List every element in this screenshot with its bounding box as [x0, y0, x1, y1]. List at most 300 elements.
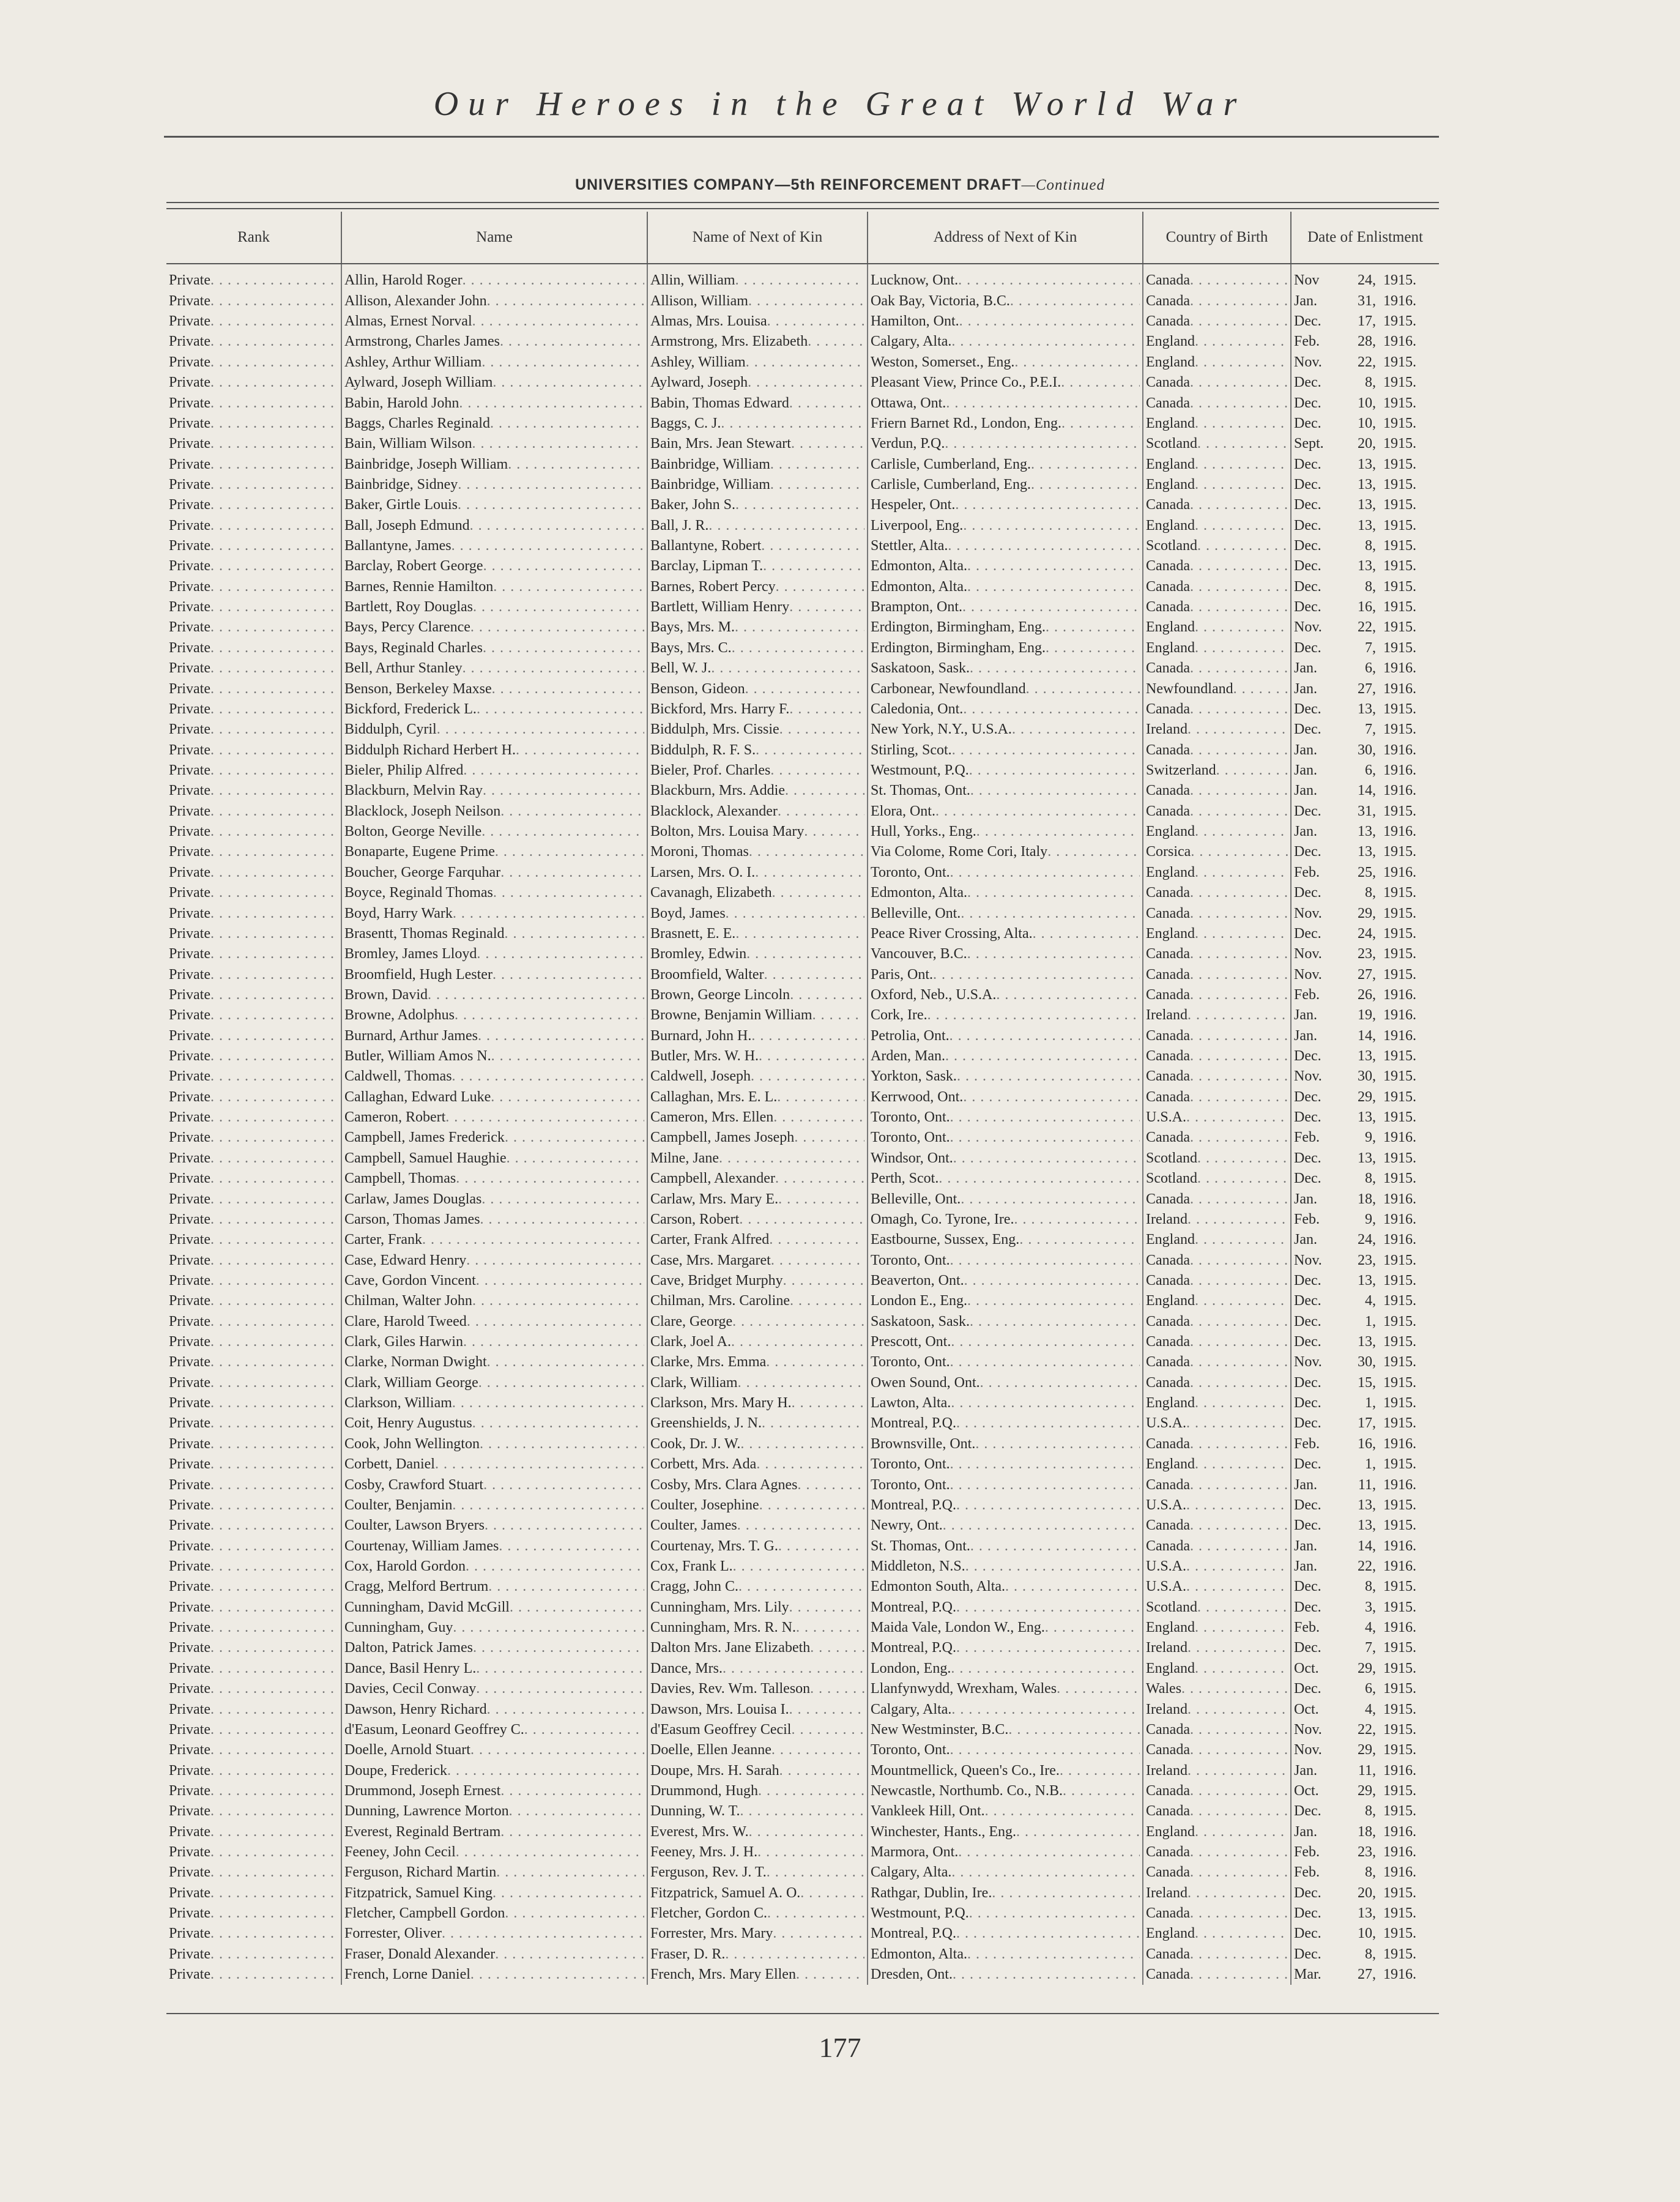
rank-text: Private [169, 517, 210, 534]
rank-text: Private [169, 925, 210, 942]
dot-leader [800, 1883, 864, 1903]
enlistment-date-cell [1291, 1638, 1439, 1658]
address-text: Llanfynwydd, Wrexham, Wales [871, 1681, 1057, 1697]
rank-text: Private [169, 1517, 210, 1534]
address-cell [868, 1372, 1143, 1393]
dot-leader [210, 352, 338, 373]
dot-leader [505, 1128, 644, 1148]
enlistment-date-cell [1291, 1169, 1439, 1189]
address-cell [868, 1638, 1143, 1658]
next-of-kin-text: Chilman, Mrs. Caroline [650, 1293, 790, 1309]
enlistment-date-cell [1291, 1352, 1439, 1372]
rank-text: Private [169, 1334, 210, 1350]
dot-leader [210, 781, 338, 801]
table-row [166, 264, 1439, 291]
name-cell [341, 1536, 647, 1556]
country-text: Scotland [1146, 538, 1197, 554]
enlistment-year: 1915. [1383, 456, 1416, 472]
name-cell [341, 1046, 647, 1066]
dot-leader [810, 1638, 864, 1658]
rank-cell [166, 679, 341, 699]
dot-leader [759, 1046, 864, 1066]
rank-text: Private [169, 1170, 210, 1187]
table-row [166, 1495, 1439, 1516]
rank-text: Private [169, 395, 210, 411]
name-cell [341, 1557, 647, 1577]
dot-leader [210, 1638, 338, 1658]
rank-text: Private [169, 1435, 210, 1452]
name-cell [341, 556, 647, 576]
rank-text: Private [169, 1395, 210, 1412]
dot-leader [1012, 720, 1140, 740]
next-of-kin-cell [647, 1352, 868, 1372]
dot-leader [210, 985, 338, 1005]
address-text: Arden, Man. [871, 1048, 945, 1065]
name-text: Clare, Harold Tweed [344, 1313, 467, 1330]
enlistment-date-cell [1291, 1965, 1439, 1985]
next-of-kin-cell [647, 1413, 868, 1434]
rank-text: Private [169, 1232, 210, 1248]
rank-cell [166, 495, 341, 515]
dot-leader [476, 1271, 644, 1291]
rank-text: Private [169, 1925, 210, 1942]
name-text: Campbell, Samuel Haughie [344, 1150, 507, 1166]
enlistment-month: Nov. [1294, 905, 1322, 921]
name-text: Boucher, George Farquhar [344, 864, 501, 880]
next-of-kin-cell [647, 1311, 868, 1331]
table-row [166, 291, 1439, 311]
enlistment-month: Feb. [1294, 1844, 1320, 1861]
enlistment-day: 24, [1358, 925, 1376, 942]
dot-leader [1195, 1454, 1288, 1475]
address-cell [868, 658, 1143, 679]
table-row [166, 638, 1439, 658]
dot-leader [1047, 842, 1140, 862]
rank-cell [166, 1046, 341, 1066]
enlistment-date-cell [1291, 1760, 1439, 1780]
dot-leader [210, 455, 338, 475]
dot-leader [735, 617, 864, 638]
name-text: Benson, Berkeley Maxse [344, 680, 492, 697]
next-of-kin-cell [647, 597, 868, 617]
dot-leader [943, 1516, 1140, 1536]
address-text: Westmount, P.Q. [871, 762, 969, 778]
enlistment-year: 1915. [1383, 1701, 1416, 1717]
enlistment-month: Dec. [1294, 639, 1321, 656]
next-of-kin-cell [647, 862, 868, 882]
enlistment-day: 20, [1358, 436, 1376, 452]
dot-leader [1195, 516, 1288, 536]
dot-leader [466, 1557, 644, 1577]
name-cell [341, 1516, 647, 1536]
enlistment-year: 1915. [1383, 946, 1416, 962]
country-cell [1143, 1210, 1291, 1230]
next-of-kin-text: Barclay, Lipman T. [650, 558, 764, 575]
next-of-kin-cell [647, 1332, 868, 1352]
address-cell [868, 1495, 1143, 1516]
enlistment-date-cell [1291, 1454, 1439, 1475]
name-text: Case, Edward Henry [344, 1252, 467, 1268]
country-text: Canada [1146, 1476, 1190, 1493]
dot-leader [1181, 1679, 1288, 1699]
rank-text: Private [169, 1579, 210, 1595]
enlistment-date-cell [1291, 576, 1439, 597]
next-of-kin-cell [647, 1577, 868, 1597]
name-cell [341, 597, 647, 617]
address-cell [868, 1393, 1143, 1413]
address-cell [868, 944, 1143, 964]
dot-leader [963, 1087, 1140, 1107]
dot-leader [500, 332, 644, 352]
address-cell [868, 1210, 1143, 1230]
table-row [166, 597, 1439, 617]
next-of-kin-cell [647, 536, 868, 556]
enlistment-year: 1915. [1383, 1497, 1416, 1513]
enlistment-year: 1915. [1383, 354, 1416, 370]
dot-leader [962, 597, 1140, 617]
country-cell [1143, 1107, 1291, 1128]
next-of-kin-text: Bolton, Mrs. Louisa Mary [650, 824, 805, 840]
enlistment-day: 17, [1358, 1415, 1376, 1432]
enlistment-date-cell [1291, 1862, 1439, 1883]
enlistment-day: 13, [1358, 1497, 1376, 1513]
enlistment-year: 1915. [1383, 721, 1416, 738]
address-text: Carbonear, Newfoundland [871, 680, 1026, 697]
dot-leader [1197, 536, 1288, 556]
country-cell [1143, 1781, 1291, 1801]
dot-leader [210, 1291, 338, 1311]
dot-leader [789, 393, 864, 414]
table-row [166, 1169, 1439, 1189]
enlistment-year: 1915. [1383, 1313, 1416, 1330]
enlistment-date-cell [1291, 1025, 1439, 1046]
name-text: Cameron, Robert [344, 1109, 446, 1126]
next-of-kin-cell [647, 699, 868, 720]
enlistment-date-cell [1291, 1107, 1439, 1128]
country-text: Canada [1146, 1191, 1190, 1207]
name-cell [341, 264, 647, 291]
table-row [166, 1372, 1439, 1393]
address-cell [868, 291, 1143, 311]
next-of-kin-text: Carson, Robert [650, 1211, 740, 1227]
name-text: Bays, Reginald Charles [344, 639, 483, 656]
country-text: Canada [1146, 885, 1190, 901]
enlistment-month: Oct. [1294, 1660, 1319, 1676]
dot-leader [210, 1046, 338, 1066]
next-of-kin-cell [647, 1658, 868, 1678]
country-cell [1143, 740, 1291, 760]
address-cell [868, 1557, 1143, 1577]
dot-leader [1190, 699, 1288, 720]
country-cell [1143, 1372, 1291, 1393]
rank-cell [166, 597, 341, 617]
rank-text: Private [169, 1456, 210, 1473]
address-cell [868, 1230, 1143, 1250]
country-text: England [1146, 517, 1195, 534]
dot-leader [510, 1598, 644, 1618]
next-of-kin-cell [647, 1862, 868, 1883]
dot-leader [1188, 1883, 1288, 1903]
country-cell [1143, 1842, 1291, 1862]
rank-cell [166, 1699, 341, 1719]
country-text: Newfoundland [1146, 680, 1233, 697]
country-text: Canada [1146, 1538, 1190, 1554]
dot-leader [210, 1536, 338, 1557]
address-cell [868, 332, 1143, 352]
next-of-kin-text: Bainbridge, William [650, 456, 770, 472]
dot-leader [210, 311, 338, 332]
enlistment-date-cell [1291, 1434, 1439, 1454]
rank-text: Private [169, 1946, 210, 1962]
country-cell [1143, 454, 1291, 474]
country-cell [1143, 699, 1291, 720]
enlistment-year: 1915. [1383, 1048, 1416, 1065]
country-text: England [1146, 1823, 1195, 1840]
table-row [166, 1311, 1439, 1331]
country-cell [1143, 1087, 1291, 1107]
dot-leader [1195, 822, 1288, 842]
enlistment-month: Jan. [1294, 1007, 1317, 1024]
enlistment-day: 7, [1365, 639, 1376, 656]
next-of-kin-cell [647, 1699, 868, 1719]
name-cell [341, 373, 647, 393]
enlistment-month: Jan. [1294, 1762, 1317, 1779]
enlistment-month: Oct. [1294, 1701, 1319, 1717]
address-text: Rathgar, Dublin, Ire. [871, 1884, 992, 1901]
next-of-kin-cell [647, 1557, 868, 1577]
dot-leader [495, 1944, 644, 1965]
name-cell [341, 1475, 647, 1495]
country-cell [1143, 1557, 1291, 1577]
address-cell [868, 475, 1143, 495]
enlistment-year: 1915. [1383, 1088, 1416, 1105]
next-of-kin-cell [647, 1965, 868, 1985]
rank-text: Private [169, 619, 210, 636]
next-of-kin-text: Baker, John S. [650, 497, 736, 513]
next-of-kin-cell [647, 1271, 868, 1291]
name-cell [341, 1107, 647, 1128]
enlistment-month: Feb. [1294, 1864, 1320, 1881]
enlistment-month: Dec. [1294, 517, 1321, 534]
next-of-kin-cell [647, 1516, 868, 1536]
country-text: Canada [1146, 1027, 1190, 1044]
name-cell [341, 1924, 647, 1944]
enlistment-month: Dec. [1294, 1313, 1321, 1330]
country-text: Canada [1146, 1272, 1190, 1289]
enlistment-day: 30, [1358, 1354, 1376, 1371]
enlistment-year: 1915. [1383, 619, 1416, 636]
enlistment-month: Dec. [1294, 1088, 1321, 1105]
dot-leader [950, 1352, 1140, 1372]
address-cell [868, 1189, 1143, 1209]
enlistment-month: Mar. [1294, 1966, 1321, 1983]
enlistment-day: 19, [1358, 1007, 1376, 1024]
dot-leader [495, 842, 644, 862]
dot-leader [1190, 577, 1288, 597]
name-text: Dawson, Henry Richard [344, 1701, 487, 1717]
enlistment-month: Dec. [1294, 1681, 1321, 1697]
next-of-kin-cell [647, 1944, 868, 1964]
dot-leader [478, 1373, 644, 1393]
next-of-kin-text: Forrester, Mrs. Mary [650, 1925, 773, 1942]
country-text: Canada [1146, 1905, 1190, 1922]
enlistment-date-cell [1291, 373, 1439, 393]
rank-text: Private [169, 1272, 210, 1289]
dot-leader [456, 1842, 644, 1862]
name-text: Allin, Harold Roger [344, 272, 463, 289]
address-cell [868, 1842, 1143, 1862]
name-cell [341, 699, 647, 720]
name-cell [341, 1005, 647, 1025]
next-of-kin-text: Burnard, John H. [650, 1027, 752, 1044]
enlistment-date-cell [1291, 638, 1439, 658]
dot-leader [771, 1740, 864, 1760]
enlistment-day: 13, [1358, 1334, 1376, 1350]
next-of-kin-text: Armstrong, Mrs. Elizabeth [650, 333, 808, 350]
dot-leader [210, 1230, 338, 1250]
country-text: Ireland [1146, 1640, 1188, 1656]
enlistment-date-cell [1291, 1658, 1439, 1678]
dot-leader [1031, 475, 1140, 495]
rank-cell [166, 1821, 341, 1842]
country-cell [1143, 1821, 1291, 1842]
enlistment-year: 1916. [1383, 1211, 1416, 1227]
enlistment-day: 18, [1358, 1823, 1376, 1840]
rank-cell [166, 1944, 341, 1964]
rank-text: Private [169, 1742, 210, 1758]
table-header-row [166, 212, 1439, 264]
dot-leader [808, 332, 864, 352]
dot-leader [1190, 883, 1288, 903]
dot-leader [970, 658, 1140, 679]
dot-leader [719, 1148, 864, 1169]
address-text: Erdington, Birmingham, Eng. [871, 639, 1046, 656]
address-cell [868, 434, 1143, 454]
address-text: Montreal, P.Q. [871, 1415, 956, 1432]
running-title: Our Heroes in the Great World War [433, 85, 1247, 123]
table-row [166, 1516, 1439, 1536]
dot-leader [1026, 679, 1140, 699]
country-cell [1143, 781, 1291, 801]
dot-leader [938, 1169, 1140, 1189]
enlistment-month: Sept. [1294, 436, 1324, 452]
next-of-kin-text: Doupe, Mrs. H. Sarah [650, 1762, 779, 1779]
country-text: Canada [1146, 905, 1190, 921]
name-cell [341, 1393, 647, 1413]
enlistment-date-cell [1291, 1250, 1439, 1270]
country-text: Canada [1146, 1803, 1190, 1820]
dot-leader [509, 1801, 644, 1821]
dot-leader [210, 904, 338, 924]
rank-cell [166, 1271, 341, 1291]
name-cell [341, 1434, 647, 1454]
rank-text: Private [169, 1844, 210, 1861]
rank-text: Private [169, 1905, 210, 1922]
enlistment-date-cell [1291, 862, 1439, 882]
name-cell [341, 1291, 647, 1311]
name-cell [341, 964, 647, 984]
enlistment-date-cell [1291, 1720, 1439, 1740]
dot-leader [967, 944, 1140, 964]
rank-cell [166, 1557, 341, 1577]
rank-text: Private [169, 415, 210, 431]
dot-leader [1190, 985, 1288, 1005]
address-text: Oxford, Neb., U.S.A. [871, 986, 997, 1003]
name-text: Courtenay, William James [344, 1538, 499, 1554]
next-of-kin-cell [647, 1393, 868, 1413]
next-of-kin-cell [647, 1720, 868, 1740]
enlistment-month: Dec. [1294, 1925, 1321, 1942]
dot-leader [1190, 965, 1288, 985]
next-of-kin-cell [647, 964, 868, 984]
rank-text: Private [169, 374, 210, 391]
dot-leader [210, 1761, 338, 1781]
country-text: Canada [1146, 966, 1190, 983]
enlistment-year: 1915. [1383, 1374, 1416, 1391]
dot-leader [1195, 475, 1288, 495]
country-text: Canada [1146, 1517, 1190, 1534]
table-row [166, 822, 1439, 842]
address-cell [868, 1781, 1143, 1801]
rank-text: Private [169, 333, 210, 350]
country-text: Ireland [1146, 1211, 1188, 1227]
enlistment-year: 1915. [1383, 374, 1416, 391]
address-text: Saskatoon, Sask. [871, 1313, 970, 1330]
dot-leader [210, 495, 338, 515]
country-cell [1143, 1720, 1291, 1740]
name-cell [341, 1618, 647, 1638]
enlistment-date-cell [1291, 495, 1439, 515]
enlistment-day: 17, [1358, 313, 1376, 330]
next-of-kin-text: Larsen, Mrs. O. I. [650, 864, 756, 880]
enlistment-date-cell [1291, 556, 1439, 576]
dot-leader [499, 1536, 644, 1557]
rank-cell [166, 903, 341, 923]
rank-text: Private [169, 1701, 210, 1717]
next-of-kin-cell [647, 434, 868, 454]
enlistment-day: 4, [1365, 1701, 1376, 1717]
dot-leader [1190, 1251, 1288, 1271]
enlistment-year: 1915. [1383, 415, 1416, 431]
enlistment-date-cell [1291, 964, 1439, 984]
name-cell [341, 1760, 647, 1780]
name-text: Bickford, Frederick L. [344, 701, 477, 717]
country-cell [1143, 352, 1291, 372]
enlistment-date-cell [1291, 1128, 1439, 1148]
address-cell [868, 1883, 1143, 1903]
enlistment-day: 20, [1358, 1884, 1376, 1901]
enlistment-year: 1915. [1383, 1803, 1416, 1820]
rank-cell [166, 1842, 341, 1862]
address-text: Maida Vale, London W., Eng. [871, 1620, 1045, 1636]
dot-leader [1190, 1271, 1288, 1291]
name-cell [341, 1230, 647, 1250]
address-text: Westmount, P.Q. [871, 1905, 969, 1922]
enlistment-year: 1915. [1383, 1599, 1416, 1615]
enlistment-date-cell [1291, 1189, 1439, 1209]
dot-leader [1186, 1495, 1288, 1516]
dot-leader [493, 883, 644, 903]
address-cell [868, 1801, 1143, 1821]
rank-cell [166, 658, 341, 679]
dot-leader [746, 352, 864, 373]
dot-leader [767, 1862, 864, 1883]
next-of-kin-cell [647, 617, 868, 638]
name-cell [341, 842, 647, 862]
dot-leader [1060, 1761, 1140, 1781]
table-row [166, 1005, 1439, 1025]
rank-cell [166, 1903, 341, 1924]
